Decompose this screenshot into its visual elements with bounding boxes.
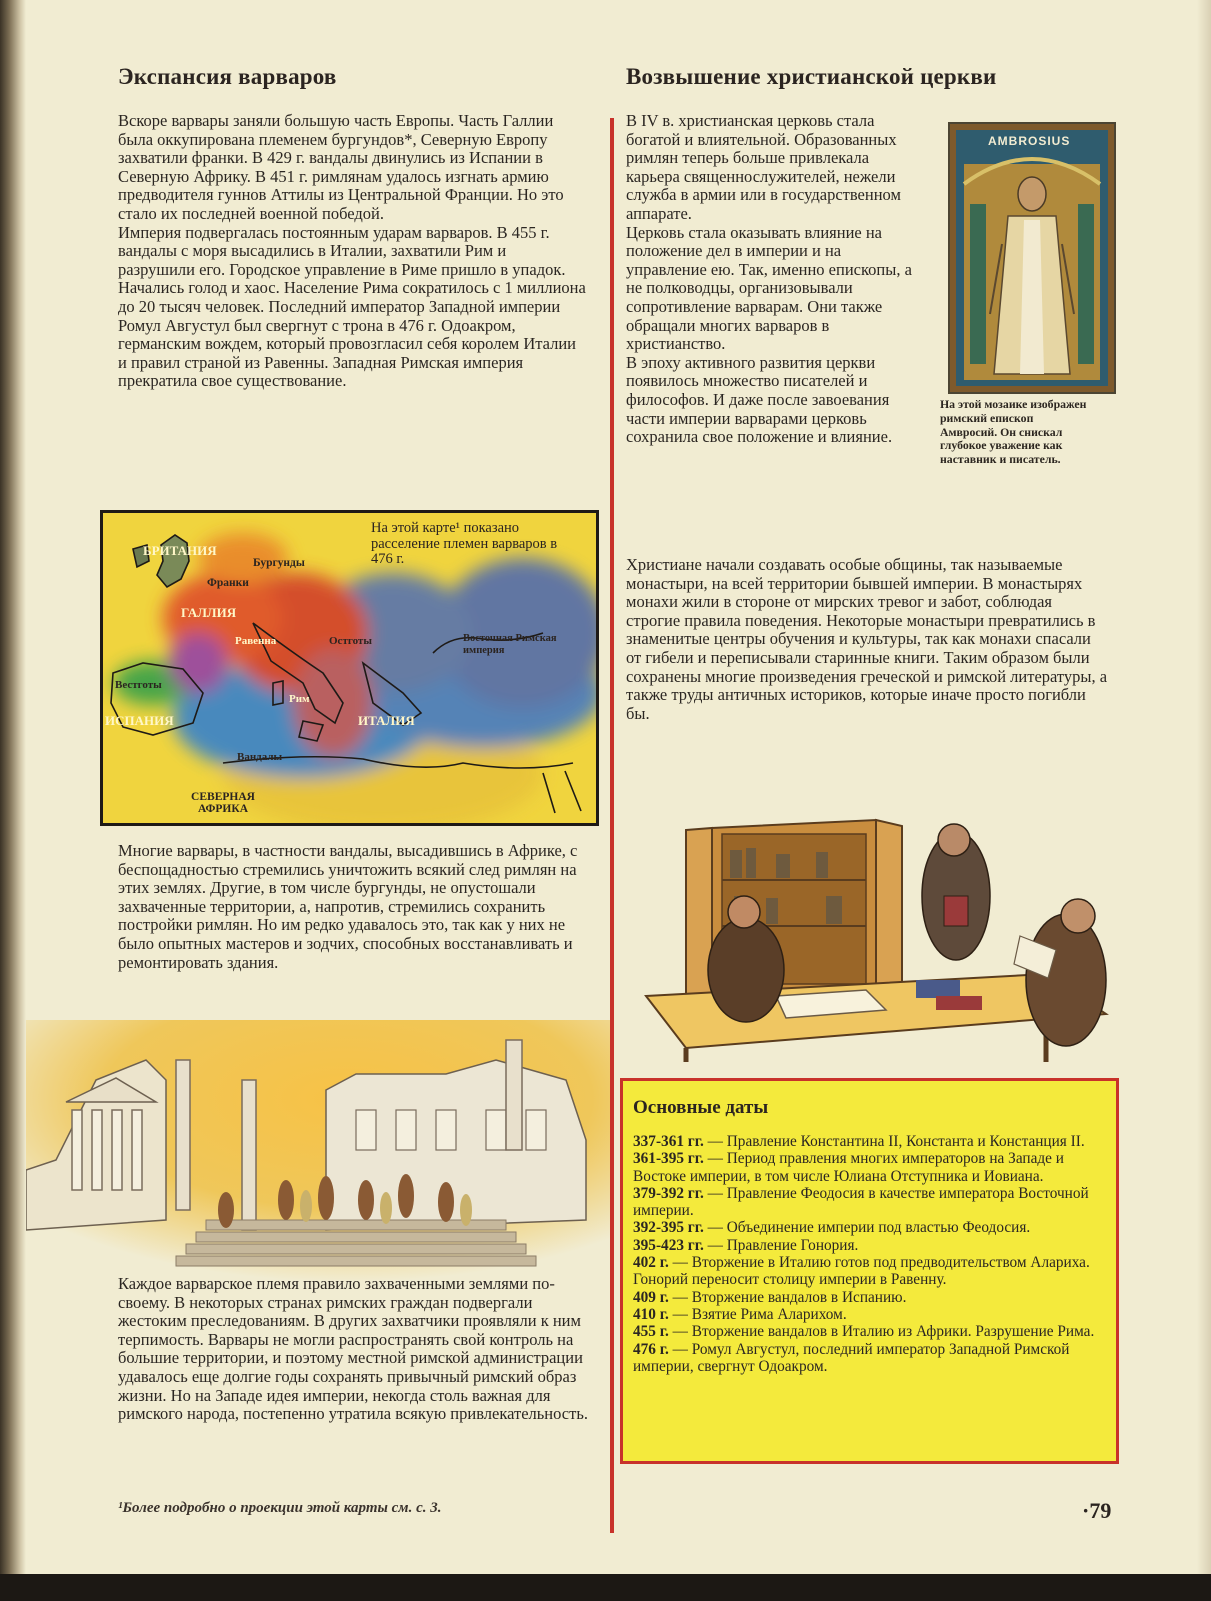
date-entry [633, 1341, 1104, 1376]
left-text-top [118, 112, 586, 391]
map-label-ostrogoths: Остготы [329, 635, 372, 647]
date-text: — Правление Константина II, Константа и Констанция II. [703, 1133, 1085, 1150]
map-label-north-africa: СЕВЕРНАЯ АФРИКА [191, 791, 255, 815]
map-label-visigoths: Вестготы [115, 679, 162, 691]
date-label: 392-395 гг. [633, 1219, 704, 1237]
mosaic-image [950, 124, 1114, 392]
left-text-middle [118, 842, 594, 972]
paragraph: Вскоре варвары заняли большую часть Европы. Часть Галлии была оккупирована племенем бургундов*, Северную Европу захватили франки. В 429 г. вандалы двинулись из Испании в Северную Африку. В 451 г. римлянам удалось изгнать армию предводителя гуннов Аттилы из Центральной Франции. Но это стало их последней военной победой. [118, 111, 564, 223]
key-dates-box [620, 1078, 1119, 1464]
date-text: — Правление Феодосия в качестве императора Восточной империи. [633, 1184, 1089, 1220]
map-label-burgundians: Бургунды [253, 557, 305, 569]
date-label: 455 г. [633, 1323, 669, 1341]
key-dates-list [633, 1133, 1104, 1375]
paragraph: В эпоху активного развития церкви появилось множество писателей и философов. И даже после завоевания части империи варварами церковь сохранила свое положение и влияние. [626, 352, 893, 447]
ambrose-mosaic [948, 122, 1116, 394]
page-number: ·79 [1082, 1498, 1112, 1523]
barbarian-map [100, 510, 599, 826]
right-text-middle [626, 556, 1110, 723]
date-entry [633, 1185, 1104, 1220]
date-text: — Взятие Рима Аларихом. [668, 1305, 847, 1323]
date-text: — Вторжение вандалов в Италию из Африки. Разрушение Рима. [668, 1323, 1095, 1341]
date-label: 476 г. [633, 1340, 669, 1358]
paragraph: Церковь стала оказывать влияние на положение дел в империи и на управление ею. Так, именно епископы, а не полководцы, организовывали сопротивление варварам. Они также обращали многих варваров в христианство. [626, 222, 912, 354]
map-label-ravenna: Равенна [235, 635, 277, 647]
date-label: 361-395 гг. [633, 1150, 704, 1168]
date-label: 337-361 гг. [633, 1133, 704, 1150]
page-bottom-edge [0, 1574, 1211, 1601]
date-entry [633, 1323, 1104, 1340]
footnote: ¹Более подробно о проекции этой карты см. с. 3. [118, 1500, 442, 1516]
date-entry [633, 1150, 1104, 1185]
date-text: — Вторжение в Италию готов под предводительством Алариха. Гонорий переносит столицу империи в Равенну. [633, 1254, 1090, 1289]
roman-ruins-illustration [26, 1020, 610, 1282]
map-label-eastern-empire: Восточная Римская империя [463, 633, 557, 656]
date-text: — Объединение империи под властью Феодосия. [703, 1219, 1031, 1237]
paragraph: Христиане начали создавать особые общины, так называемые монастыри, на всей территории бывшей империи. В монастырях монахи жили в стороне от мирских тревог и забот, соблюдая строгие правила поведения. Некоторые монастыри превратились в знаменитые центры обучения и культуры, так как монахи спасали от гибели и переписывали старинные книги. Таким образом были сохранены многие произведения греческой и римской литературы, а также труды античных историков, которые иначе просто погибли бы. [626, 555, 1108, 723]
date-entry [633, 1219, 1104, 1236]
paragraph: В IV в. христианская церковь стала богатой и влиятельной. Образованных римлян теперь больше привлекала карьера священнослужителей, нежели служба в армии или в государственном аппарате. [626, 111, 901, 223]
mosaic-inscription: AMBROSIUS [988, 134, 1071, 148]
date-label: 410 г. [633, 1305, 669, 1323]
date-entry [633, 1306, 1104, 1323]
date-label: 409 г. [633, 1288, 669, 1306]
map-label-rome: Рим [289, 693, 310, 705]
right-heading: Возвышение христианской церкви [626, 64, 997, 89]
map-label-franks: Франки [207, 577, 249, 589]
map-label-spain: ИСПАНИЯ [105, 713, 174, 728]
map-label-britain: БРИТАНИЯ [143, 543, 217, 558]
monks-scriptorium-illustration [626, 800, 1116, 1062]
date-entry [633, 1237, 1104, 1254]
date-entry [633, 1133, 1104, 1150]
page-binding [0, 0, 26, 1601]
map-label-vandals: Вандалы [237, 751, 283, 763]
date-label: 379-392 гг. [633, 1184, 704, 1202]
date-label: 395-423 гг. [633, 1236, 704, 1254]
map-caption: На этой карте¹ показано расселение племен варваров в 476 г. [371, 520, 558, 567]
left-heading: Экспансия варваров [118, 64, 337, 89]
page-edge [1197, 0, 1211, 1574]
date-entry [633, 1289, 1104, 1306]
date-text: — Ромул Августул, последний император Западной Римской империи, свергнут Одоакром. [633, 1340, 1070, 1375]
date-text: — Период правления многих императоров на Западе и Востоке империи, в том числе Юлиана Отступника и Иовиана. [633, 1150, 1064, 1185]
scriptorium-drawing [626, 800, 1116, 1062]
left-text-bottom [118, 1275, 594, 1424]
key-dates-title: Основные даты [633, 1097, 769, 1118]
right-text-top [626, 112, 922, 447]
date-text: — Правление Гонория. [703, 1236, 859, 1254]
map-label-gaul: ГАЛЛИЯ [181, 605, 237, 620]
mosaic-caption: На этой мозаике изображен римский епископ Амвросий. Он снискал глубокое уважение как наставник и писатель. [940, 397, 1087, 467]
column-divider [610, 118, 614, 1533]
date-label: 402 г. [633, 1254, 669, 1272]
paragraph: Империя подвергалась постоянным ударам варваров. В 455 г. вандалы с моря высадились в Италии, захватили Рим и разрушили его. Городское управление в Риме пришло в упадок. Начались голод и хаос. Население Рима сократилось с 1 миллиона до 20 тысяч человек. Последний император Западной империи Ромул Августул был свергнут с трона в 476 г. Одоакром, германским вождем, который провозгласил себя королем Италии и правил страной из Равенны. Западная Римская империя прекратила свое существование. [118, 222, 586, 391]
paragraph: Каждое варварское племя правило захваченными землями по-своему. В некоторых странах римских граждан подвергали жестоким преследованиям. В других захватчики проявляли к ним терпимость. Варвары не могли распространять свой контроль на большие территории, и поэтому местной римской администрации удавалось еще долгие годы сохранять привычный римский образ жизни. Но на Западе идея империи, некогда столь важная для римского народа, постепенно утратила всякую привлекательность. [118, 1274, 588, 1424]
ruins-drawing [26, 1020, 610, 1282]
date-entry [633, 1254, 1104, 1289]
paragraph: Многие варвары, в частности вандалы, высадившись в Африке, с беспощадностью стремились уничтожить всякий след римлян на этих землях. Другие, в том числе бургунды, не опустошали захваченные территории, а, напротив, стремились сохранить постройки римлян. Но им редко удавалось это, так как у них не было опытных мастеров и зодчих, способных восстанавливать и ремонтировать здания. [118, 841, 578, 972]
date-text: — Вторжение вандалов в Испанию. [668, 1288, 907, 1306]
map-label-italy: ИТАЛИЯ [358, 713, 415, 728]
